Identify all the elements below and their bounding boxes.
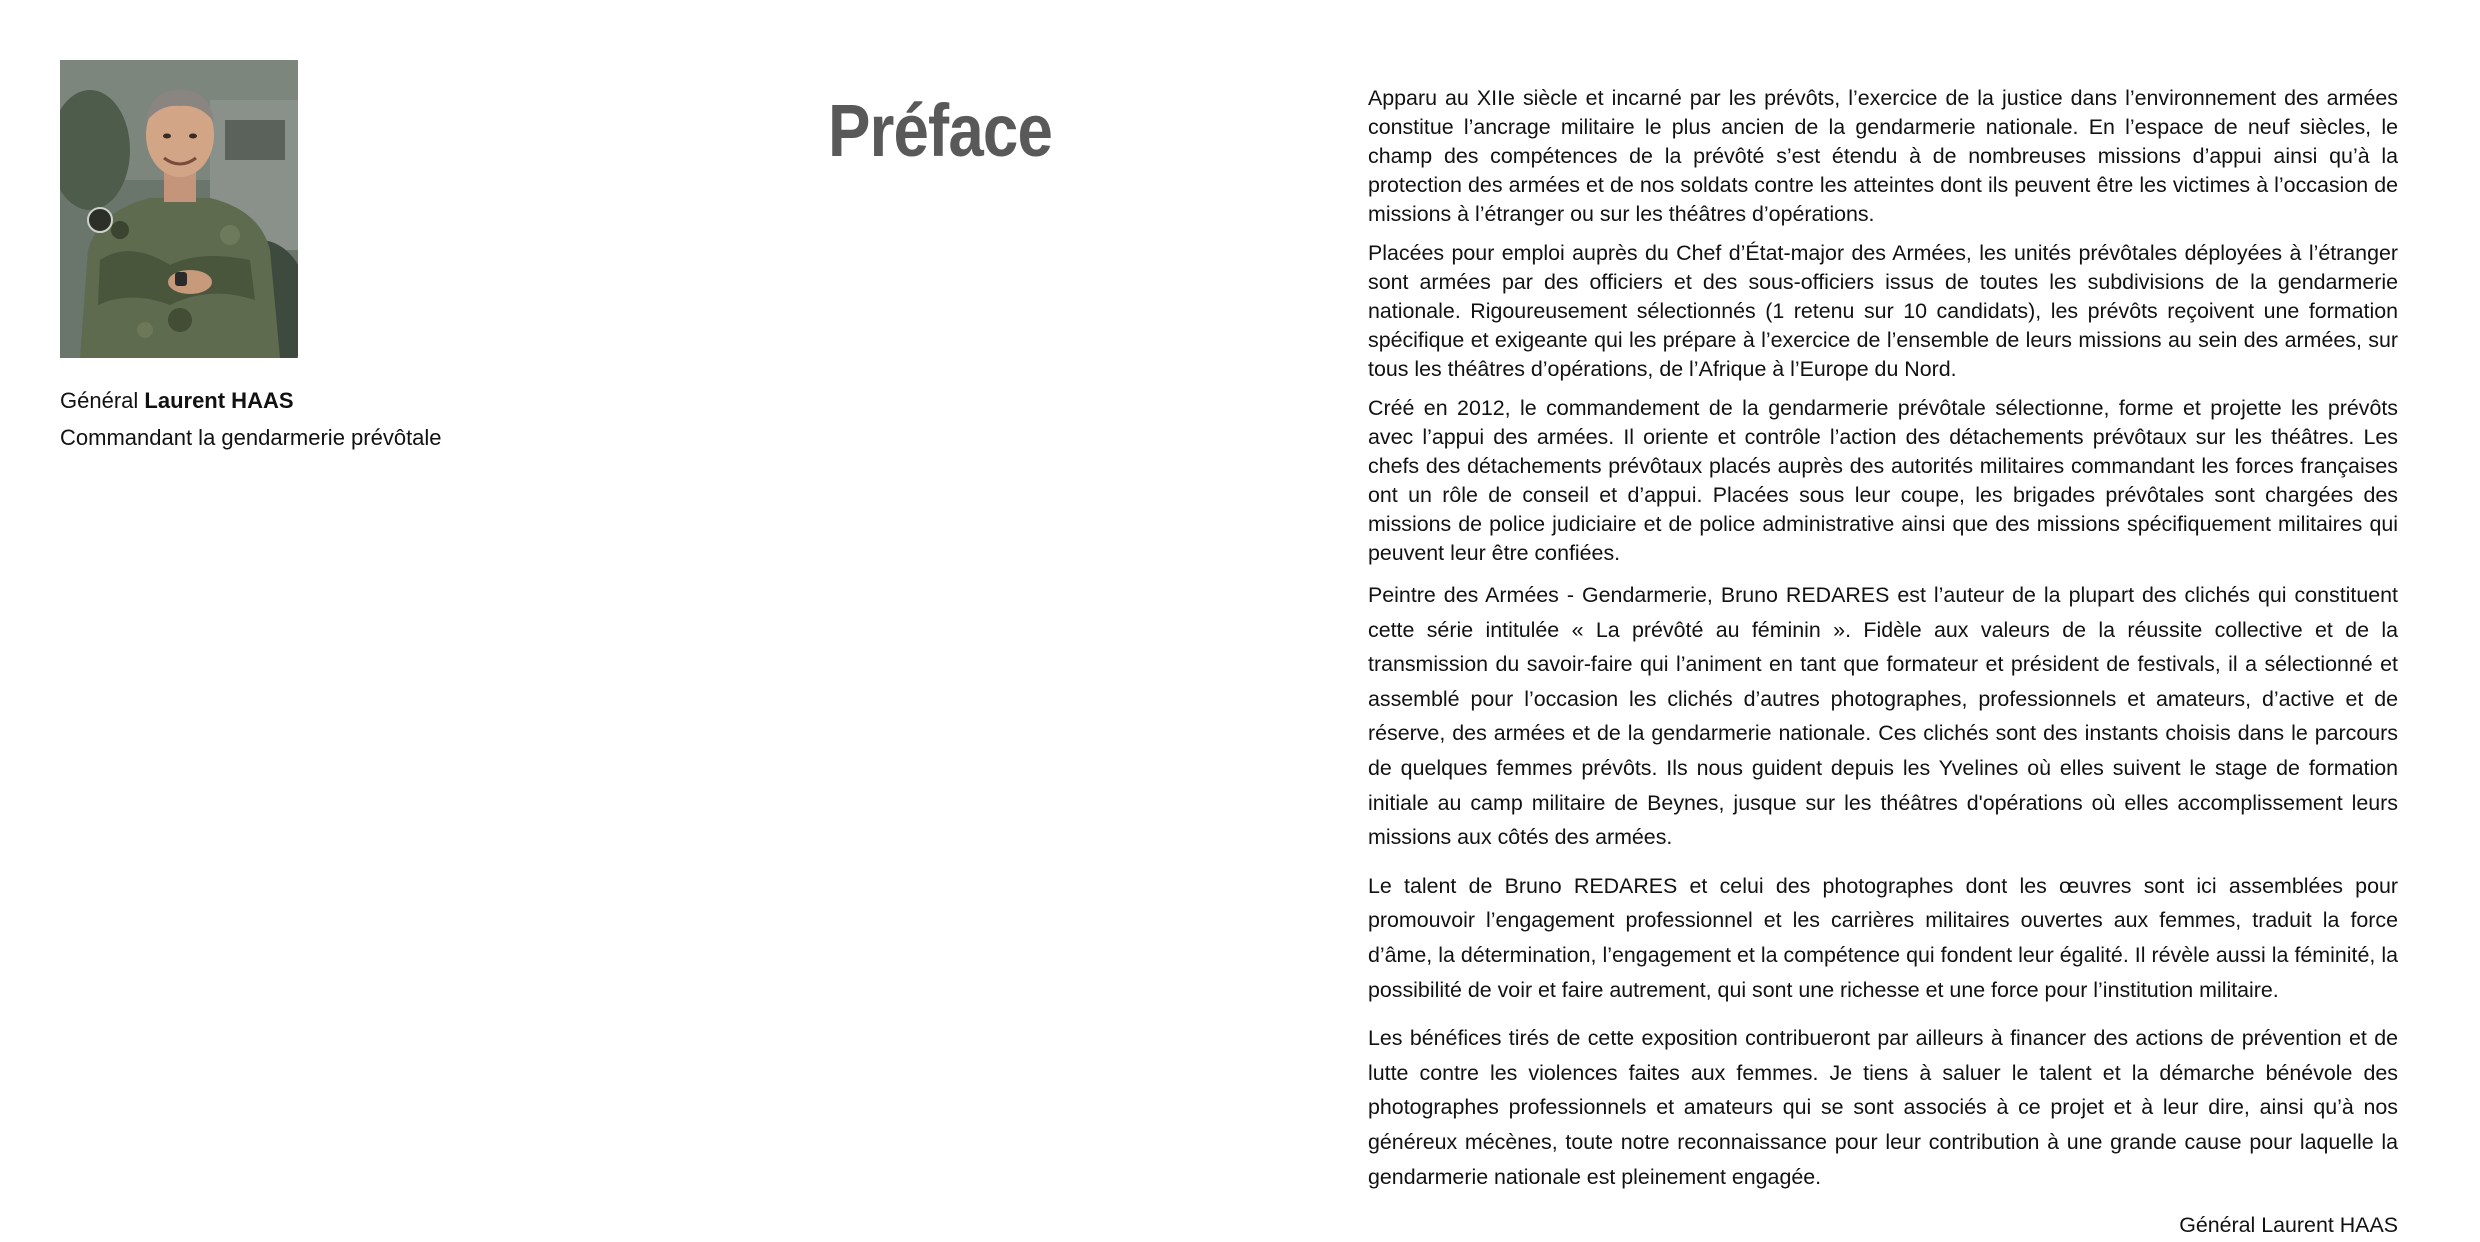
paragraph: Apparu au XIIe siècle et incarné par les prévôts, l’exercice de la justice dans l’environnement des armées constitue l’ancrage militaire le plus ancien de la gendarmerie nationale. En l’espace de neuf siècles, le champ des compétences de la prévôté s’est étendu à de nombreuses missions d’appui ainsi qu’à la protection des armées et de nos soldats contre les atteintes dont ils peuvent être les victimes à l’occasion de missions à l’étranger ou sur les théâtres d’opérations. bbox=[1368, 86, 2398, 226]
author-caption bbox=[60, 382, 442, 456]
author-rank: Général bbox=[60, 388, 145, 413]
paragraph: Peintre des Armées - Gendarmerie, Bruno REDARES est l’auteur de la plupart des clichés qui constituent cette série intitulée « La prévôté au féminin ». Fidèle aux valeurs de la réussite collective et de la transmission du savoir-faire qui l’animent en tant que formateur et président de festivals, il a sélectionné et assemblé pour l’occasion les clichés d’autres photographes, professionnels et amateurs, d’active et de réserve, des armées et de la gendarmerie nationale. Ces clichés sont des instants choisis dans le parcours de quelques femmes prévôts. Ils nous guident depuis les Yvelines où elles suivent le stage de formation initiale au camp militaire de Beynes, jusque sur les théâtres d'opérations où elles accomplissement leurs missions aux côtés des armées. bbox=[1368, 583, 2398, 850]
paragraph: Créé en 2012, le commandement de la gendarmerie prévôtale sélectionne, forme et projette les prévôts avec l’appui des armées. Il oriente et contrôle l’action des détachements prévôtaux sur les théâtres. Les chefs des détachements prévôtaux placés auprès des autorités militaires commandant les forces françaises ont un rôle de conseil et d’appui. Placées sous leur coupe, les brigades prévôtales sont chargées des missions de police judiciaire et de police administrative ainsi que des missions spécifiquement militaires qui peuvent leur être confiées. bbox=[1368, 396, 2398, 565]
closing-signature: Général Laurent HAAS bbox=[2179, 1213, 2398, 1238]
author-portrait-photo bbox=[60, 60, 298, 358]
page-title: Préface bbox=[828, 89, 1052, 172]
paragraph: Placées pour emploi auprès du Chef d’État-major des Armées, les unités prévôtales déployées à l’étranger sont armées par des officiers et des sous-officiers issus de toutes les subdivisions de la gendarmerie nationale. Rigoureusement sélectionnés (1 retenu sur 10 candidats), les prévôts reçoivent une formation spécifique et exigeante qui les prépare à l’exercice de l’ensemble de leurs missions au sein des armées, sur tous les théâtres d’opérations, de l’Afrique à l’Europe du Nord. bbox=[1368, 241, 2398, 381]
preface-body bbox=[1368, 84, 2398, 1242]
author-name-line bbox=[60, 382, 442, 419]
author-name: Laurent HAAS bbox=[144, 388, 294, 413]
paragraph: Les bénéfices tirés de cette exposition contribueront par ailleurs à financer des actions de prévention et de lutte contre les violences faites aux femmes. Je tiens à saluer le talent et la démarche bénévole des photographes professionnels et amateurs qui se sont associés à ce projet et à leur dire, ainsi qu’à nos généreux mécènes, toute notre reconnaissance pour leur contribution à une grande cause pour laquelle la gendarmerie nationale est pleinement engagée. bbox=[1368, 1026, 2398, 1189]
paragraph: Le talent de Bruno REDARES et celui des photographes dont les œuvres sont ici assemblées pour promouvoir l’engagement professionnel et les carrières militaires ouvertes aux femmes, traduit la force d’âme, la détermination, l’engagement et la compétence qui fondent leur égalité. Il révèle aussi la féminité, la possibilité de voir et faire autrement, qui sont une richesse et une force pour l’institution militaire. bbox=[1368, 873, 2398, 1002]
author-role: Commandant la gendarmerie prévôtale bbox=[60, 425, 442, 450]
